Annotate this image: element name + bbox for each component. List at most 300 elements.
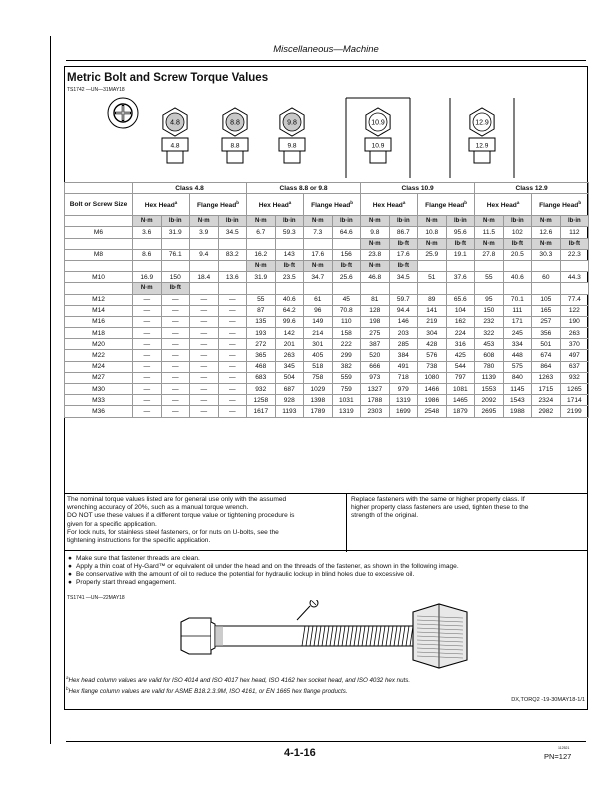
head-type-row [65, 194, 589, 216]
torque-table [64, 182, 589, 418]
unit-cell: N·m [133, 283, 162, 294]
value-cell: 1193 [275, 406, 304, 417]
value-cell: 979 [389, 384, 418, 395]
value-cell: 637 [560, 361, 589, 372]
value-cell: 1327 [361, 384, 390, 395]
value-cell: 518 [304, 361, 333, 372]
figure-code-bottom: TS1741 —UN—22MAY18 [67, 595, 125, 601]
value-cell: 76.1 [161, 249, 190, 260]
value-cell: 12.6 [532, 227, 561, 238]
value-cell: 86.7 [389, 227, 418, 238]
unit-cell [133, 260, 162, 271]
bullet-item: ● Apply a thin coat of Hy-Gard™ or equivalent oil under the head and on the threads of the fastener, as shown in the following image. [68, 563, 459, 571]
value-cell: 46.8 [361, 272, 390, 283]
value-cell: — [218, 372, 247, 383]
value-cell: 150 [161, 272, 190, 283]
value-cell: 11.5 [475, 227, 504, 238]
table-row [65, 372, 589, 383]
unit-cell [446, 260, 475, 271]
table-row [65, 249, 589, 260]
value-cell: 497 [560, 350, 589, 361]
value-cell: 17.6 [389, 249, 418, 260]
unit-cell [304, 238, 333, 249]
bolt-class-8-8-icon [222, 108, 248, 163]
value-cell: 40.6 [503, 272, 532, 283]
value-cell: 112 [560, 227, 589, 238]
value-cell: 149 [304, 316, 333, 327]
value-cell: 718 [389, 372, 418, 383]
value-cell: — [161, 350, 190, 361]
small-code: 112521 [558, 746, 570, 750]
size-cell: M30 [65, 384, 133, 395]
value-cell: 932 [560, 372, 589, 383]
value-cell: 257 [532, 316, 561, 327]
value-cell: 334 [503, 339, 532, 350]
unit-cell [475, 260, 504, 271]
value-cell: — [218, 339, 247, 350]
unit-cell [418, 283, 447, 294]
value-cell: 34.7 [304, 272, 333, 283]
section-header: Miscellaneous—Machine [273, 44, 379, 55]
value-cell: — [133, 305, 162, 316]
value-cell: — [190, 350, 219, 361]
unit-cell: lb·ft [161, 283, 190, 294]
bolt-class-9-8-icon [279, 108, 305, 163]
value-cell: 99.6 [275, 316, 304, 327]
svg-text:4.8: 4.8 [170, 142, 180, 150]
value-cell: 61 [304, 294, 333, 305]
value-cell: 1263 [532, 372, 561, 383]
class-header: Class 10.9 [361, 183, 475, 194]
unit-cell: N·m [361, 216, 390, 227]
value-cell: 94.4 [389, 305, 418, 316]
value-cell: 87 [247, 305, 276, 316]
unit-cell [190, 283, 219, 294]
size-cell: M12 [65, 294, 133, 305]
value-cell: 2303 [361, 406, 390, 417]
value-cell: 55 [475, 272, 504, 283]
value-cell: 110 [332, 316, 361, 327]
table-row [65, 384, 589, 395]
value-cell: 285 [389, 339, 418, 350]
size-cell: M14 [65, 305, 133, 316]
table-cell [65, 216, 133, 227]
value-cell: 1714 [560, 395, 589, 406]
bolt-class-12-9-icon [450, 98, 514, 178]
metric-bolt-symbol-icon [108, 98, 138, 128]
svg-text:12.9: 12.9 [475, 142, 489, 150]
value-cell: 214 [304, 328, 333, 339]
value-cell: 738 [418, 361, 447, 372]
note-line: Replace fasteners with the same or higher property class. If [351, 496, 525, 503]
unit-cell [475, 283, 504, 294]
value-cell: 9.4 [190, 249, 219, 260]
value-cell: 245 [503, 328, 532, 339]
value-cell: 70.8 [332, 305, 361, 316]
table-row [65, 361, 589, 372]
value-cell: 491 [389, 361, 418, 372]
value-cell: — [161, 316, 190, 327]
value-cell: 64.6 [332, 227, 361, 238]
unit-cell [560, 260, 589, 271]
hex-head-header: Hex Head$^a$ [475, 194, 532, 216]
unit-row [65, 216, 589, 227]
value-cell: 45 [332, 294, 361, 305]
value-cell: 31.9 [161, 227, 190, 238]
figure-code-top: TS1742 —UN—31MAY18 [67, 87, 125, 93]
value-cell: 425 [446, 350, 475, 361]
unit-cell: N·m [418, 216, 447, 227]
value-cell: — [218, 316, 247, 327]
value-cell: 146 [389, 316, 418, 327]
size-cell: M18 [65, 328, 133, 339]
value-cell: 8.6 [133, 249, 162, 260]
value-cell: 83.2 [218, 249, 247, 260]
unit-cell: lb·ft [389, 260, 418, 271]
value-cell: 22.3 [560, 249, 589, 260]
value-cell: 18.4 [190, 272, 219, 283]
value-cell: 356 [532, 328, 561, 339]
value-cell: — [133, 294, 162, 305]
value-cell: 34.5 [389, 272, 418, 283]
value-cell: 666 [361, 361, 390, 372]
value-cell: 544 [446, 361, 475, 372]
value-cell: 55 [247, 294, 276, 305]
page-number: 4-1-16 [284, 747, 316, 759]
value-cell: 150 [475, 305, 504, 316]
value-cell: — [161, 328, 190, 339]
value-cell: 102 [503, 227, 532, 238]
value-cell: 387 [361, 339, 390, 350]
bullet-list [68, 555, 584, 587]
unit-cell [218, 283, 247, 294]
value-cell: 31.9 [247, 272, 276, 283]
size-cell: M8 [65, 249, 133, 260]
value-cell: 104 [446, 305, 475, 316]
value-cell: 19.1 [446, 249, 475, 260]
value-cell: 135 [247, 316, 276, 327]
value-cell: 405 [304, 350, 333, 361]
value-cell: — [190, 372, 219, 383]
unit-cell: N·m [361, 238, 390, 249]
value-cell: 44.3 [560, 272, 589, 283]
value-cell: 1466 [418, 384, 447, 395]
value-cell: 143 [275, 249, 304, 260]
hex-head-header: Hex Head$^a$ [247, 194, 304, 216]
value-cell: — [133, 316, 162, 327]
value-cell: 95.6 [446, 227, 475, 238]
value-cell: 3.9 [190, 227, 219, 238]
value-cell: 453 [475, 339, 504, 350]
value-cell: 759 [332, 384, 361, 395]
footer-rule [66, 741, 586, 742]
size-cell: M36 [65, 406, 133, 417]
value-cell: — [218, 384, 247, 395]
note-line: DO NOT use these values if a different torque value or tightening procedure is [67, 512, 295, 520]
unit-cell [218, 238, 247, 249]
value-cell: 797 [446, 372, 475, 383]
value-cell: 504 [275, 372, 304, 383]
unit-cell [389, 283, 418, 294]
value-cell: 365 [247, 350, 276, 361]
flange-head-header: Flange Head$^b$ [418, 194, 475, 216]
footnote: $^b$Hex flange column values are valid for ASME B18.2.3.9M, ISO 4161, or EN 1665 hex flange products. [66, 686, 348, 696]
value-cell: 6.7 [247, 227, 276, 238]
unit-cell [304, 283, 333, 294]
note-line: given for a specific application. [67, 520, 157, 528]
value-cell: — [190, 305, 219, 316]
svg-text:8.8: 8.8 [230, 119, 240, 127]
value-cell: 20.5 [503, 249, 532, 260]
unit-cell [332, 283, 361, 294]
value-cell: 224 [446, 328, 475, 339]
value-cell: — [133, 406, 162, 417]
unit-cell: lb·ft [446, 238, 475, 249]
value-cell: 345 [275, 361, 304, 372]
unit-cell: lb·in [275, 216, 304, 227]
value-cell: 840 [503, 372, 532, 383]
value-cell: 928 [275, 395, 304, 406]
value-cell: 65.6 [446, 294, 475, 305]
table-row [65, 406, 589, 417]
value-cell: 201 [275, 339, 304, 350]
value-cell: 17.6 [304, 249, 333, 260]
value-cell: 23.8 [361, 249, 390, 260]
table-row [65, 227, 589, 238]
value-cell: — [161, 384, 190, 395]
value-cell: — [218, 305, 247, 316]
svg-text:4.8: 4.8 [170, 119, 180, 127]
unit-cell: lb·ft [560, 238, 589, 249]
value-cell: — [161, 361, 190, 372]
svg-text:10.9: 10.9 [371, 119, 385, 127]
value-cell: 448 [503, 350, 532, 361]
value-cell: 301 [304, 339, 333, 350]
value-cell: 1398 [304, 395, 333, 406]
value-cell: 203 [389, 328, 418, 339]
value-cell: 1988 [503, 406, 532, 417]
unit-cell [503, 260, 532, 271]
value-cell: 674 [532, 350, 561, 361]
value-cell: 1543 [503, 395, 532, 406]
value-cell: 59.7 [389, 294, 418, 305]
value-cell: 316 [446, 339, 475, 350]
value-cell: 576 [418, 350, 447, 361]
size-cell: M20 [65, 339, 133, 350]
value-cell: — [161, 395, 190, 406]
hex-head-header: Hex Head$^a$ [133, 194, 190, 216]
value-cell: 37.6 [446, 272, 475, 283]
unit-cell: N·m [190, 216, 219, 227]
value-cell: 384 [389, 350, 418, 361]
unit-cell: N·m [475, 238, 504, 249]
value-cell: — [133, 361, 162, 372]
table-row [65, 305, 589, 316]
flange-head-header: Flange Head$^b$ [190, 194, 247, 216]
value-cell: — [133, 328, 162, 339]
unit-cell [446, 283, 475, 294]
unit-cell: lb·in [218, 216, 247, 227]
page-title: Metric Bolt and Screw Torque Values [67, 72, 269, 84]
value-cell: 158 [332, 328, 361, 339]
value-cell: — [190, 384, 219, 395]
unit-cell [190, 260, 219, 271]
value-cell: 193 [247, 328, 276, 339]
value-cell: — [218, 361, 247, 372]
footnote: $^a$Hex head column values are valid for ISO 4014 and ISO 4017 hex head, ISO 4162 hex socket head, and ISO 4032 hex nuts. [66, 675, 411, 685]
size-cell: M16 [65, 316, 133, 327]
unit-cell: N·m [475, 216, 504, 227]
unit-cell: lb·in [560, 216, 589, 227]
value-cell: 864 [532, 361, 561, 372]
unit-cell: lb·in [503, 216, 532, 227]
unit-cell: N·m [418, 238, 447, 249]
value-cell: 105 [532, 294, 561, 305]
svg-text:12.9: 12.9 [475, 119, 489, 127]
value-cell: — [190, 406, 219, 417]
value-cell: 64.2 [275, 305, 304, 316]
value-cell: 165 [532, 305, 561, 316]
footnotes [66, 674, 584, 696]
value-cell: 1879 [446, 406, 475, 417]
value-cell: 16.2 [247, 249, 276, 260]
unit-cell: N·m [304, 260, 333, 271]
value-cell: 9.8 [361, 227, 390, 238]
value-cell: 1788 [361, 395, 390, 406]
value-cell: — [161, 305, 190, 316]
value-cell: 272 [247, 339, 276, 350]
unit-change-row [65, 283, 589, 294]
header-rule [66, 60, 586, 61]
table-cell [65, 283, 133, 294]
notes-left [67, 496, 343, 545]
pn-label: PN=127 [544, 752, 572, 761]
svg-text:9.8: 9.8 [287, 119, 297, 127]
unit-cell: lb·ft [275, 260, 304, 271]
value-cell: 51 [418, 272, 447, 283]
value-cell: — [161, 406, 190, 417]
value-cell: 687 [275, 384, 304, 395]
table-row [65, 316, 589, 327]
value-cell: 382 [332, 361, 361, 372]
value-cell: 89 [418, 294, 447, 305]
bullet-item: ● Properly start thread engagement. [68, 579, 177, 587]
value-cell: — [218, 406, 247, 417]
value-cell: — [133, 339, 162, 350]
value-cell: 232 [475, 316, 504, 327]
unit-cell: lb·ft [332, 260, 361, 271]
value-cell: — [218, 395, 247, 406]
unit-cell: lb·in [446, 216, 475, 227]
table-row [65, 294, 589, 305]
value-cell: — [190, 395, 219, 406]
value-cell: 758 [304, 372, 333, 383]
bullet-item: ● Make sure that fastener threads are clean. [68, 555, 200, 562]
value-cell: 2092 [475, 395, 504, 406]
unit-cell: N·m [304, 216, 333, 227]
value-cell: 2695 [475, 406, 504, 417]
bullet-item: ● Be conservative with the amount of oil to reduce the potential for hydraulic lockup in blind holes due to excessive oil. [68, 571, 415, 579]
value-cell: 171 [503, 316, 532, 327]
table-cell [65, 183, 133, 194]
class-header: Class 12.9 [475, 183, 589, 194]
unit-cell [532, 260, 561, 271]
size-header: Bolt or Screw Size [65, 194, 133, 216]
unit-cell [332, 238, 361, 249]
flange-head-header: Flange Head$^b$ [304, 194, 361, 216]
value-cell: 1319 [332, 406, 361, 417]
value-cell: — [190, 339, 219, 350]
table-row [65, 350, 589, 361]
value-cell: — [133, 350, 162, 361]
class-header-row [65, 183, 589, 194]
unit-change-row [65, 238, 589, 249]
value-cell: — [218, 328, 247, 339]
value-cell: 16.9 [133, 272, 162, 283]
svg-text:8.8: 8.8 [230, 142, 240, 150]
size-cell: M6 [65, 227, 133, 238]
unit-cell: N·m [247, 216, 276, 227]
unit-cell [418, 260, 447, 271]
value-cell: 60 [532, 272, 561, 283]
value-cell: 3.6 [133, 227, 162, 238]
value-cell: 370 [560, 339, 589, 350]
value-cell: 1715 [532, 384, 561, 395]
value-cell: 95 [475, 294, 504, 305]
bolt-head-icon [181, 618, 215, 654]
value-cell: 2548 [418, 406, 447, 417]
table-cell [65, 260, 133, 271]
value-cell: 77.4 [560, 294, 589, 305]
value-cell: 1139 [475, 372, 504, 383]
value-cell: 25.6 [332, 272, 361, 283]
value-cell: 2982 [532, 406, 561, 417]
value-cell: 1029 [304, 384, 333, 395]
value-cell: 1553 [475, 384, 504, 395]
value-cell: 1319 [389, 395, 418, 406]
oil-drop-icon [297, 600, 318, 620]
value-cell: 1081 [446, 384, 475, 395]
value-cell: 1465 [446, 395, 475, 406]
unit-cell: lb·ft [503, 238, 532, 249]
value-cell: — [190, 316, 219, 327]
value-cell: 559 [332, 372, 361, 383]
value-cell: 2199 [560, 406, 589, 417]
value-cell: — [190, 361, 219, 372]
note-line: For lock nuts, for stainless steel fasteners, or for nuts on U-bolts, see the [67, 528, 279, 536]
unit-cell [275, 283, 304, 294]
note-line: higher property class fasteners are used, tighten these to the [351, 504, 529, 512]
value-cell: 304 [418, 328, 447, 339]
value-cell: 162 [446, 316, 475, 327]
value-cell: — [190, 294, 219, 305]
unit-cell: N·m [133, 216, 162, 227]
value-cell: 96 [304, 305, 333, 316]
value-cell: — [190, 328, 219, 339]
value-cell: 70.1 [503, 294, 532, 305]
flange-head-header: Flange Head$^b$ [532, 194, 589, 216]
unit-cell: lb·ft [389, 238, 418, 249]
value-cell: 1789 [304, 406, 333, 417]
class-header: Class 8.8 or 9.8 [247, 183, 361, 194]
unit-cell: N·m [532, 216, 561, 227]
value-cell: 23.5 [275, 272, 304, 283]
value-cell: 222 [332, 339, 361, 350]
value-cell: 683 [247, 372, 276, 383]
value-cell: 190 [560, 316, 589, 327]
value-cell: 219 [418, 316, 447, 327]
value-cell: 27.8 [475, 249, 504, 260]
